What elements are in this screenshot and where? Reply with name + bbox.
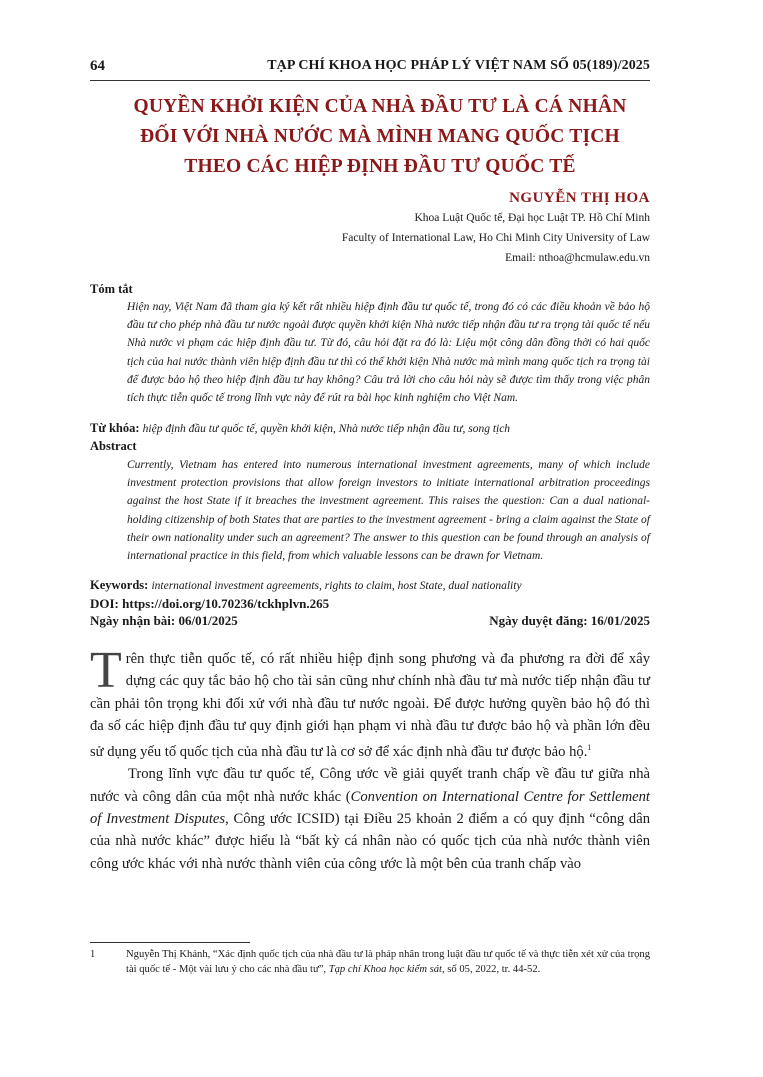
footnote-text-plain: Nguyễn Thị Khánh, “Xác định quốc tịch của nhà đầu tư là pháp nhân trong luật đầu tư quốc tế và thực tiễn xét xử của trọng tài quốc tế - Một vài lưu ý cho các nhà đầu tư”, [126,949,650,975]
doi-link[interactable]: DOI: https://doi.org/10.70236/tckhplvn.265 [90,596,330,611]
journal-title: TẠP CHÍ KHOA HỌC PHÁP LÝ VIỆT NAM SỐ 05(189)/2025 [267,58,650,73]
keywords-vi [90,421,510,436]
keywords-en-text: international investment agreements, rights to claim, host State, dual nationality [151,580,522,592]
summary-label: Tóm tắt [90,282,133,296]
author-name: NGUYỄN THỊ HOA [509,190,650,206]
footnote-number: 1 [90,949,96,960]
paragraph-text: Công ước ICSID) tại Điều 25 khoản 2 điểm a có quy định “công dân của nhà nước khác” được hiểu là “bất kỳ cá nhân nào có quốc tịch của nhà nước thành viên công ước khác với nhà nước thành viên của công ước là một bên của tranh chấp vào [90,810,650,872]
keywords-en [90,578,522,593]
paragraph-italic: Convention on International Centre for Settlement of Investment Disputes, [90,788,650,827]
running-header [90,58,650,80]
accepted-date: Ngày duyệt đăng: 16/01/2025 [489,613,650,628]
footnote-ref[interactable]: 1 [587,743,592,753]
footnote-text-italic: Tạp chí Khoa học kiểm sát [328,963,442,975]
drop-cap: T [90,642,122,699]
footnote-text-end: , số 05, 2022, tr. 44-52. [442,963,541,975]
author-email: Email: nthoa@hcmulaw.edu.vn [505,252,650,264]
summary-text: Hiện nay, Việt Nam đã tham gia ký kết rất nhiều hiệp định đầu tư quốc tế, trong đó có các điều khoản về bảo hộ đầu tư cho phép nhà đầu tư nước ngoài được quyền khởi kiện Nhà nước tiếp nhận đầu tư ra trọng tài quốc tế nếu Nhà nước vi phạm các hiệp định đầu tư. Từ đó, câu hỏi đặt ra đó là: Liệu một công dân đồng thời có hai quốc tịch của hai nước thành viên hiệp định đầu tư thì có thể khởi kiện Nhà nước mà mình mang quốc tịch ra trọng tài để được bảo hộ theo hiệp định đầu tư hay không? Câu trả lời cho câu hỏi này sẽ được tìm thấy trong việc phân tích thực tiễn quốc tế trong lĩnh vực này để rút ra bài học kinh nghiệm cho Việt Nam. [127,301,650,405]
affiliation-en: Faculty of International Law, Ho Chi Minh City University of Law [341,232,650,244]
body-text [90,642,650,875]
header-rule [90,80,650,81]
abstract-text: Currently, Vietnam has entered into numerous international investment agreements, many of which include investment protection provisions that allow foreign investors to initiate international arbitration proceedings against the host State if it breaches the investment agreement. This raises the question: Can a dual national-holding citizenship of both States that are parties to the investment agreement - bring a claim against the State of their own nationality under such an agreement? The answer to this question can be found through an analysis of international practice in this field, from which valuable lessons can be drawn for Vietnam. [127,459,650,563]
footnote-text [126,948,650,977]
page-number: 64 [90,58,105,74]
keywords-vi-label: Từ khóa: [90,421,140,435]
keywords-vi-text: hiệp định đầu tư quốc tế, quyền khởi kiện, Nhà nước tiếp nhận đầu tư, song tịch [142,423,511,435]
paragraph [90,642,650,763]
abstract-label: Abstract [90,439,137,453]
paragraph-text: rên thực tiễn quốc tế, có rất nhiều hiệp định song phương và đa phương ra đời để xây dựng các quy tắc bảo hộ cho tài sản cũng như chính nhà đầu tư mà nước tiếp nhận đầu tư cần phải tôn trọng khi đối xử với nhà đầu tư nước ngoài. Để được hưởng quyền bảo hộ đó thì đa số các hiệp định đầu tư quy định giới hạn phạm vi nhà đầu tư được bảo hộ và phần lớn đều sử dụng yếu tố quốc tịch của nhà đầu tư là cơ sở để xác định nhà đầu tư được bảo hộ. [90,651,650,761]
paragraph [90,763,650,874]
affiliation-vi: Khoa Luật Quốc tế, Đại học Luật TP. Hồ Chí Minh [414,212,650,224]
keywords-en-label: Keywords: [90,578,149,592]
paragraph-text: Trong lĩnh vực đầu tư quốc tế, Công ước về giải quyết tranh chấp về đầu tư giữa nhà nước và công dân của một nhà nước khác ( [90,766,650,805]
article-title [80,92,680,182]
title-line: ĐỐI VỚI NHÀ NƯỚC MÀ MÌNH MANG QUỐC TỊCH [140,126,620,147]
title-line: THEO CÁC HIỆP ĐỊNH ĐẦU TƯ QUỐC TẾ [184,156,576,177]
received-date: Ngày nhận bài: 06/01/2025 [90,613,238,628]
title-line: QUYỀN KHỞI KIỆN CỦA NHÀ ĐẦU TƯ LÀ CÁ NHÂN [133,96,627,117]
footnote-rule [90,942,250,943]
